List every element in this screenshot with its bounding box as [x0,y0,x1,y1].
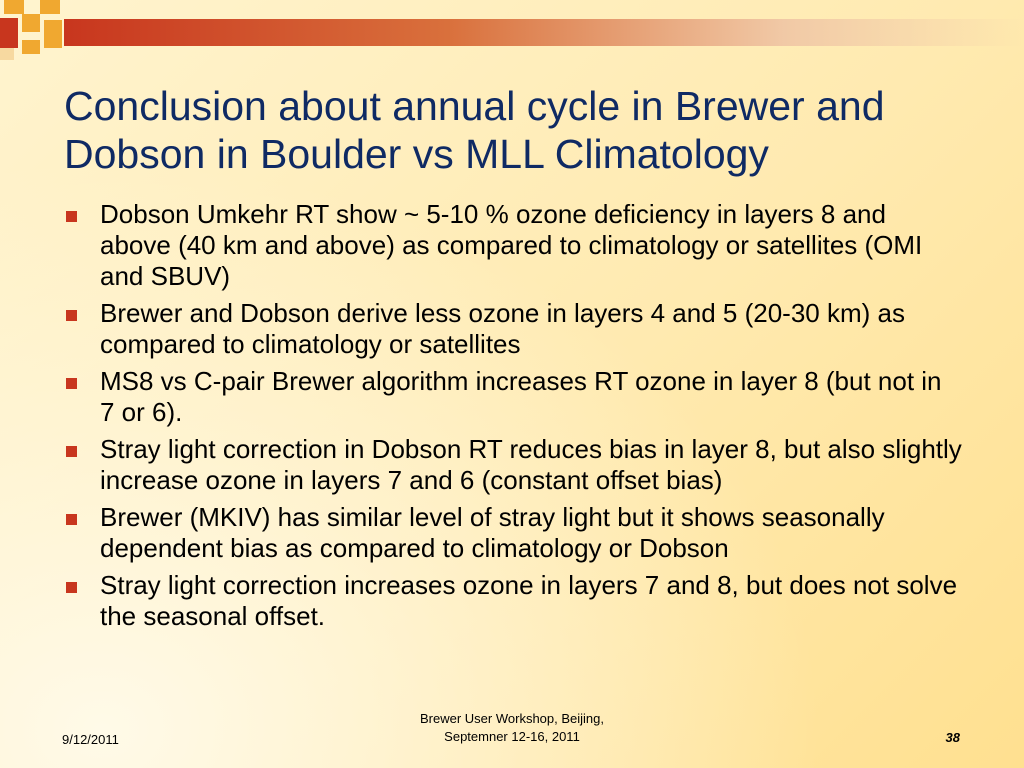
bullet-square-icon [66,310,77,321]
page-number: 38 [945,730,960,745]
bullet-list [62,199,962,638]
bullet-item [62,366,962,428]
slide-title: Conclusion about annual cycle in Brewer and Dobson in Boulder vs MLL Climatology [64,83,885,177]
bullet-square-icon [66,378,77,389]
bullet-text: Stray light correction in Dobson RT reduces bias in layer 8, but also slightly increase ozone in layers 7 and 6 (constant offset bias) [100,434,962,495]
footer-event [362,710,662,746]
decor-square [44,20,62,48]
footer-date: 9/12/2011 [62,732,119,747]
decor-square [22,14,40,32]
bullet-item [62,434,962,496]
footer-event-line2: Septemner 12-16, 2011 [444,729,580,744]
bullet-square-icon [66,582,77,593]
bullet-text: Brewer and Dobson derive less ozone in layers 4 and 5 (20-30 km) as compared to climatology or satellites [100,298,905,359]
decor-square [40,0,60,14]
bullet-square-icon [66,514,77,525]
footer-event-line1: Brewer User Workshop, Beijing, [420,711,604,726]
decor-square [0,18,18,48]
bullet-item [62,502,962,564]
bullet-text: Stray light correction increases ozone in layers 7 and 8, but does not solve the seasonal offset. [100,570,958,631]
bullet-square-icon [66,211,77,222]
bullet-text: MS8 vs C-pair Brewer algorithm increases RT ozone in layer 8 (but not in 7 or 6). [100,366,942,427]
bullet-item [62,298,962,360]
decor-square [0,48,14,60]
bullet-text: Dobson Umkehr RT show ~ 5-10 % ozone deficiency in layers 8 and above (40 km and above) as compared to climatology or satellites (OMI and SBUV) [100,199,923,291]
bullet-square-icon [66,446,77,457]
decor-square [4,0,24,14]
bullet-text: Brewer (MKIV) has similar level of stray light but it shows seasonally dependent bias as compared to climatology or Dobson [100,502,885,563]
decor-square [22,40,40,54]
bullet-item [62,199,962,292]
header-bar [64,19,1024,46]
bullet-item [62,570,962,632]
